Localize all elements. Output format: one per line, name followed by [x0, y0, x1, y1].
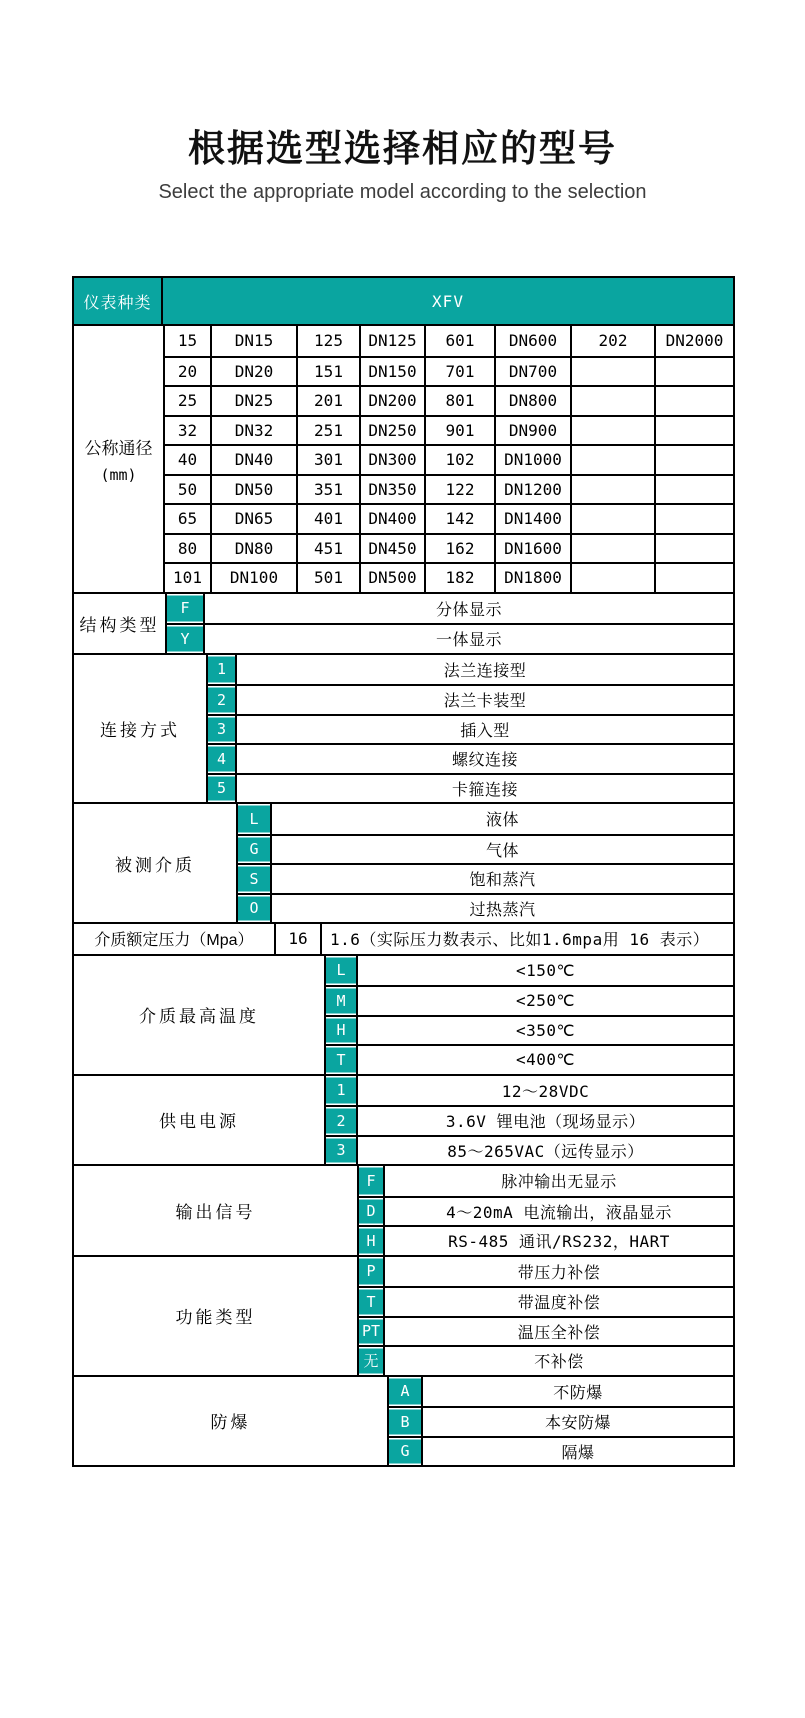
- option-description: 带温度补偿: [517, 1293, 601, 1313]
- option-code: 4: [206, 745, 237, 773]
- dn-size-cell: DN1600: [494, 533, 570, 563]
- section-structure-type: [74, 592, 733, 653]
- option-row: [206, 655, 733, 685]
- option-description: 本安防爆: [544, 1413, 611, 1433]
- section-options: [357, 1166, 733, 1255]
- option-row: [357, 1166, 733, 1196]
- option-code: 1: [206, 655, 237, 685]
- dn-code-cell: [570, 533, 654, 563]
- dn-size-cell: DN2000: [654, 326, 733, 356]
- dn-code-cell: [570, 503, 654, 533]
- section-label: 功能类型: [175, 1308, 256, 1327]
- option-code: Y: [165, 625, 205, 653]
- dn-code-cell: 101: [163, 562, 210, 592]
- nominal-diameter-label: [74, 326, 163, 592]
- dn-code-cell: 162: [424, 533, 494, 563]
- option-description: <350℃: [516, 1020, 575, 1040]
- option-description: 12～28VDC: [501, 1081, 590, 1101]
- dn-size-cell: DN1200: [494, 474, 570, 504]
- dn-size-cell: DN100: [210, 562, 296, 592]
- option-description: 脉冲输出无显示: [501, 1172, 617, 1192]
- option-code: F: [165, 594, 205, 624]
- option-description: <150℃: [516, 960, 575, 980]
- option-row: [357, 1257, 733, 1287]
- dn-code-cell: 125: [296, 326, 359, 356]
- dn-code-cell: 15: [163, 326, 210, 356]
- dn-code-cell: 301: [296, 444, 359, 474]
- dn-code-cell: [570, 356, 654, 386]
- section-label: 介质额定压力（Mpa）: [94, 932, 254, 950]
- option-row: [274, 924, 733, 954]
- dn-code-cell: 80: [163, 533, 210, 563]
- section-label: 供电电源: [159, 1112, 239, 1132]
- option-code: F: [357, 1166, 385, 1196]
- section-label: 连接方式: [100, 720, 180, 740]
- option-code: PT: [357, 1318, 385, 1346]
- section-options: [357, 1257, 733, 1375]
- option-code: L: [324, 956, 358, 986]
- dn-size-cell: DN50: [210, 474, 296, 504]
- dn-code-cell: [570, 444, 654, 474]
- option-description: 法兰连接型: [443, 660, 527, 680]
- option-code: T: [357, 1288, 385, 1316]
- dn-size-cell: DN32: [210, 415, 296, 445]
- dn-size-cell: DN450: [359, 533, 424, 563]
- dn-code-cell: 65: [163, 503, 210, 533]
- section-rated-pressure: [74, 922, 733, 954]
- page-title: 根据选型选择相应的型号: [188, 128, 617, 169]
- option-row: [324, 956, 733, 986]
- option-row: [206, 684, 733, 714]
- section-label: 防爆: [210, 1413, 251, 1433]
- dn-size-cell: DN200: [359, 385, 424, 415]
- option-code: 16: [274, 924, 322, 954]
- option-row: [206, 714, 733, 744]
- dn-code-cell: [570, 562, 654, 592]
- section-output-signal: [74, 1164, 733, 1255]
- dn-size-cell: DN300: [359, 444, 424, 474]
- option-code: H: [324, 1017, 358, 1045]
- dn-size-cell: [654, 356, 733, 386]
- option-description: 过热蒸汽: [469, 899, 536, 919]
- dn-code-cell: [570, 415, 654, 445]
- option-description: RS-485 通讯/RS232，HART: [448, 1232, 670, 1252]
- dn-size-cell: DN250: [359, 415, 424, 445]
- section-label: 输出信号: [175, 1202, 256, 1222]
- section-label: 被测介质: [115, 855, 195, 875]
- option-description: 一体显示: [435, 630, 502, 650]
- dn-code-cell: [570, 474, 654, 504]
- dn-code-cell: 182: [424, 562, 494, 592]
- dn-code-cell: [570, 385, 654, 415]
- option-row: [324, 1044, 733, 1074]
- option-code: 3: [324, 1137, 358, 1165]
- dn-size-cell: DN150: [359, 356, 424, 386]
- option-code: S: [236, 865, 272, 893]
- dn-code-cell: 701: [424, 356, 494, 386]
- option-row: [236, 893, 733, 923]
- title-block: [0, 118, 805, 204]
- option-code: 1: [324, 1076, 358, 1106]
- dn-size-cell: DN900: [494, 415, 570, 445]
- nominal-diameter-section: [74, 326, 733, 592]
- section-label: 介质最高温度: [139, 1007, 259, 1026]
- option-row: [324, 985, 733, 1015]
- dn-size-cell: DN800: [494, 385, 570, 415]
- dn-size-cell: DN15: [210, 326, 296, 356]
- dn-size-cell: DN25: [210, 385, 296, 415]
- option-row: [165, 594, 733, 624]
- dn-code-cell: 40: [163, 444, 210, 474]
- option-description: 饱和蒸汽: [469, 870, 536, 890]
- dn-code-cell: 601: [424, 326, 494, 356]
- option-row: [236, 804, 733, 834]
- nominal-diameter-label-text: 公称通径: [84, 438, 153, 458]
- option-code: G: [236, 836, 272, 864]
- dn-size-cell: [654, 533, 733, 563]
- dn-code-cell: 32: [163, 415, 210, 445]
- option-description: 85～265VAC（远传显示）: [447, 1141, 644, 1161]
- section-measured-medium: [74, 802, 733, 922]
- section-options: [236, 804, 733, 922]
- option-description: 带压力补偿: [517, 1262, 601, 1282]
- option-row: [324, 1105, 733, 1135]
- option-description: 4～20mA 电流输出，液晶显示: [446, 1202, 672, 1222]
- dn-code-cell: 201: [296, 385, 359, 415]
- option-description: 插入型: [460, 720, 510, 740]
- option-description: 1.6（实际压力数表示、比如1.6mpa用 16 表示）: [330, 930, 710, 950]
- dn-size-cell: DN40: [210, 444, 296, 474]
- dn-size-cell: DN1800: [494, 562, 570, 592]
- option-description: <250℃: [516, 991, 575, 1011]
- dn-size-cell: DN20: [210, 356, 296, 386]
- option-row: [387, 1436, 733, 1466]
- section-options: [324, 956, 733, 1074]
- dn-size-cell: DN1400: [494, 503, 570, 533]
- option-description: 不补偿: [534, 1352, 584, 1372]
- option-row: [387, 1406, 733, 1436]
- dn-size-cell: DN600: [494, 326, 570, 356]
- option-code: P: [357, 1257, 385, 1287]
- dn-code-cell: 20: [163, 356, 210, 386]
- option-description: 温压全补偿: [517, 1322, 601, 1342]
- dn-size-cell: DN350: [359, 474, 424, 504]
- instrument-model-value: XFV: [432, 291, 464, 311]
- section-label: 结构类型: [79, 615, 160, 635]
- section-max-temperature: [74, 954, 733, 1074]
- dn-code-cell: 25: [163, 385, 210, 415]
- dn-code-cell: 451: [296, 533, 359, 563]
- option-row: [206, 773, 733, 803]
- dn-code-cell: 202: [570, 326, 654, 356]
- dn-code-cell: 501: [296, 562, 359, 592]
- dn-code-cell: 122: [424, 474, 494, 504]
- option-row: [324, 1076, 733, 1106]
- option-code: 5: [206, 775, 237, 803]
- section-options: [165, 594, 733, 653]
- section-options: [387, 1377, 733, 1466]
- dn-size-cell: [654, 444, 733, 474]
- option-code: A: [387, 1377, 423, 1407]
- dn-code-cell: 251: [296, 415, 359, 445]
- dn-size-cell: DN400: [359, 503, 424, 533]
- option-description: <400℃: [516, 1050, 575, 1070]
- option-code: M: [324, 987, 358, 1015]
- option-row: [357, 1196, 733, 1226]
- dn-size-cell: [654, 474, 733, 504]
- page-subtitle: Select the appropriate model according to the selection: [158, 181, 647, 203]
- dn-size-cell: [654, 385, 733, 415]
- dn-size-cell: DN125: [359, 326, 424, 356]
- dn-size-cell: [654, 503, 733, 533]
- dn-code-cell: 151: [296, 356, 359, 386]
- option-row: [206, 743, 733, 773]
- dn-size-cell: [654, 415, 733, 445]
- table-header-row: [74, 278, 733, 326]
- nominal-diameter-unit: (mm): [100, 465, 137, 484]
- option-row: [324, 1135, 733, 1165]
- option-description: 螺纹连接: [451, 750, 518, 770]
- dn-size-cell: DN80: [210, 533, 296, 563]
- option-code: 无: [357, 1347, 385, 1375]
- option-description: 液体: [485, 810, 519, 830]
- section-options: [206, 655, 733, 803]
- option-description: 气体: [485, 840, 519, 860]
- option-description: 法兰卡装型: [443, 691, 527, 711]
- option-row: [357, 1316, 733, 1346]
- option-code: 2: [206, 686, 237, 714]
- dn-code-cell: 102: [424, 444, 494, 474]
- option-description: 分体显示: [435, 599, 502, 619]
- section-connection-type: [74, 653, 733, 803]
- option-row: [236, 863, 733, 893]
- section-explosion-proof: [74, 1375, 733, 1466]
- option-row: [236, 834, 733, 864]
- option-code: B: [387, 1408, 423, 1436]
- option-description: 隔爆: [561, 1442, 595, 1462]
- option-code: G: [387, 1438, 423, 1466]
- instrument-type-label: 仪表种类: [74, 278, 163, 324]
- section-power-supply: [74, 1074, 733, 1165]
- option-description: 不防爆: [553, 1382, 603, 1402]
- dn-code-cell: 351: [296, 474, 359, 504]
- option-row: [357, 1345, 733, 1375]
- option-code: L: [236, 804, 272, 834]
- option-description: 3.6V 锂电池（现场显示）: [445, 1112, 646, 1132]
- option-row: [165, 623, 733, 653]
- option-row: [324, 1015, 733, 1045]
- option-code: H: [357, 1227, 385, 1255]
- section-function-type: [74, 1255, 733, 1375]
- model-selection-table: [72, 276, 735, 1467]
- dn-code-cell: 901: [424, 415, 494, 445]
- dn-code-cell: 50: [163, 474, 210, 504]
- section-options: [324, 1076, 733, 1165]
- option-code: O: [236, 895, 272, 923]
- option-row: [357, 1225, 733, 1255]
- dn-size-cell: DN1000: [494, 444, 570, 474]
- dn-code-cell: 801: [424, 385, 494, 415]
- dn-size-cell: DN700: [494, 356, 570, 386]
- option-row: [387, 1377, 733, 1407]
- option-description: 卡箍连接: [451, 779, 518, 799]
- dn-size-cell: DN65: [210, 503, 296, 533]
- dn-code-cell: 401: [296, 503, 359, 533]
- dn-size-cell: DN500: [359, 562, 424, 592]
- option-row: [357, 1286, 733, 1316]
- section-options: [274, 924, 733, 954]
- option-code: 3: [206, 716, 237, 744]
- dn-size-cell: [654, 562, 733, 592]
- option-code: 2: [324, 1107, 358, 1135]
- option-code: T: [324, 1046, 358, 1074]
- option-code: D: [357, 1198, 385, 1226]
- dn-code-cell: 142: [424, 503, 494, 533]
